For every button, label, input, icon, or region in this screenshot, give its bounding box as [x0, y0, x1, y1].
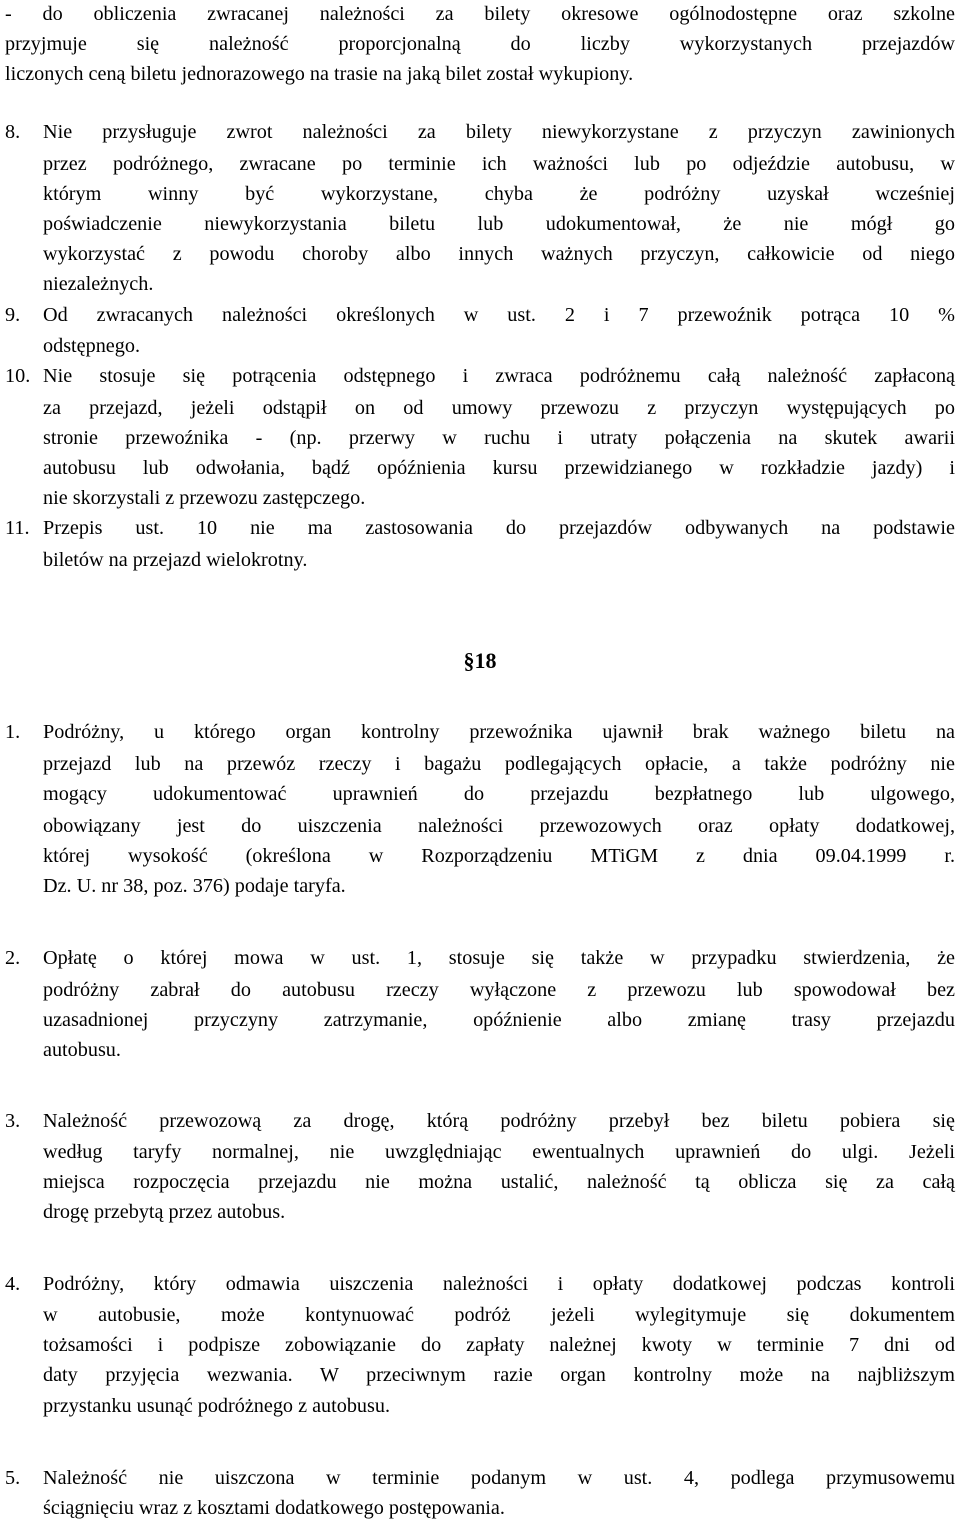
paragraph-line [5, 976, 955, 1004]
paragraph-text: Dz. U. nr 38, poz. 376) podaje taryfa. [43, 875, 346, 897]
paragraph-line [5, 1198, 955, 1226]
paragraph-text: tożsamości i podpisze zobowiązanie do zapłaty należnej kwoty w terminie 7 dni od [43, 1334, 955, 1356]
paragraph-text: niezależnych. [43, 273, 154, 295]
paragraph-text: autobusu. [43, 1039, 121, 1061]
paragraph-text: przystanku usunąć podróżnego z autobusu. [43, 1395, 391, 1417]
paragraph-number: 9. [5, 304, 21, 326]
numbered-paragraph-line [5, 944, 955, 972]
paragraph-number: 3. [5, 1110, 21, 1132]
numbered-paragraph-line [5, 1464, 955, 1492]
paragraph-text: której wysokość (określona w Rozporządzeniu MTiGM z dnia 09.04.1999 r. [43, 845, 955, 867]
paragraph-line [5, 1331, 955, 1359]
paragraph-text: Nie stosuje się potrącenia odstępnego i zwraca podróżnemu całą należność zapłaconą [43, 365, 955, 387]
paragraph-text: miejsca rozpoczęcia przejazdu nie można ustalić, należność tą oblicza się za całą [43, 1171, 955, 1193]
paragraph-text: - do obliczenia zwracanej należności za bilety okresowe ogólnodostępne oraz szkolne [5, 3, 955, 25]
paragraph-text: przejazd lub na przewóz rzeczy i bagażu podlegających opłacie, a także podróżny nie [43, 753, 955, 775]
paragraph-text: Podróżny, który odmawia uiszczenia należności i opłaty dodatkowej podczas kontroli [43, 1273, 955, 1295]
paragraph-line [5, 872, 955, 900]
numbered-paragraph-line [5, 1107, 955, 1135]
numbered-paragraph-line [5, 1270, 955, 1298]
paragraph-number: 2. [5, 947, 21, 969]
paragraph-text: którym winny być wykorzystane, chyba że podróżny uzyskał wcześniej [43, 183, 955, 205]
section-heading: §18 [463, 648, 497, 673]
paragraph-number: 10. [5, 365, 31, 387]
paragraph-text: ściągnięciu wraz z kosztami dodatkowego postępowania. [43, 1497, 505, 1519]
paragraph-text: Należność nie uiszczona w terminie podanym w ust. 4, podlega przymusowemu [43, 1467, 955, 1489]
numbered-paragraph-line [5, 514, 955, 542]
paragraph-line [5, 750, 955, 778]
paragraph-text: wykorzystać z powodu choroby albo innych ważnych przyczyn, całkowicie od niego [43, 243, 955, 265]
paragraph-text: w autobusie, może kontynuować podróż jeżeli wylegitymuje się dokumentem [43, 1304, 955, 1326]
paragraph-line [5, 332, 955, 360]
paragraph-text: obowiązany jest do uiszczenia należności przewozowych oraz opłaty dodatkowej, [43, 815, 955, 837]
paragraph-text: uzasadnionej przyczyny zatrzymanie, opóźnienie albo zmianę trasy przejazdu [43, 1009, 955, 1031]
paragraph-text: przez podróżnego, zwracane po terminie ich ważności lub po odjeździe autobusu, w [43, 153, 955, 175]
paragraph-line [5, 546, 955, 574]
paragraph-number: 4. [5, 1273, 21, 1295]
paragraph-number: 5. [5, 1467, 21, 1489]
paragraph-line [5, 484, 955, 512]
paragraph-line [5, 270, 955, 298]
paragraph-text: stronie przewoźnika - (np. przerwy w ruchu i utraty połączenia na skutek awarii [43, 427, 955, 449]
paragraph-line [5, 842, 955, 870]
paragraph-line [5, 1494, 955, 1522]
numbered-paragraph-line [5, 718, 955, 746]
paragraph-text: Przepis ust. 10 nie ma zastosowania do przejazdów odbywanych na podstawie [43, 517, 955, 539]
paragraph-line [5, 240, 955, 268]
paragraph-line [5, 1392, 955, 1420]
paragraph-text: biletów na przejazd wielokrotny. [43, 549, 308, 571]
paragraph-line [5, 60, 955, 88]
paragraph-line [5, 210, 955, 238]
numbered-paragraph-line [5, 118, 955, 146]
paragraph-line [5, 780, 955, 808]
paragraph-number: 8. [5, 121, 21, 143]
paragraph-text: podróżny zabrał do autobusu rzeczy wyłączone z przewozu lub spowodował bez [43, 979, 955, 1001]
paragraph-line [5, 1036, 955, 1064]
paragraph-line [5, 394, 955, 422]
paragraph-text: daty przyjęcia wezwania. W przeciwnym razie organ kontrolny może na najbliższym [43, 1364, 955, 1386]
paragraph-line [5, 812, 955, 840]
paragraph-number: 1. [5, 721, 21, 743]
paragraph-text: przyjmuje się należność proporcjonalną do liczby wykorzystanych przejazdów [5, 33, 955, 55]
paragraph-text: Opłatę o której mowa w ust. 1, stosuje się także w przypadku stwierdzenia, że [43, 947, 955, 969]
paragraph-text: drogę przebytą przez autobus. [43, 1201, 286, 1223]
paragraph-text: według taryfy normalnej, nie uwzględniając ewentualnych uprawnień do ulgi. Jeżeli [43, 1141, 955, 1163]
paragraph-line [5, 1361, 955, 1389]
paragraph-text: Od zwracanych należności określonych w ust. 2 i 7 przewoźnik potrąca 10 % [43, 304, 955, 326]
paragraph-line [5, 424, 955, 452]
paragraph-text: liczonych ceną biletu jednorazowego na trasie na jaką bilet został wykupiony. [5, 63, 634, 85]
paragraph-text: Podróżny, u którego organ kontrolny przewoźnika ujawnił brak ważnego biletu na [43, 721, 955, 743]
paragraph-line [5, 0, 955, 28]
paragraph-text: odstępnego. [43, 335, 140, 357]
paragraph-text: za przejazd, jeżeli odstąpił on od umowy przewozu z przyczyn występujących po [43, 397, 955, 419]
paragraph-line [5, 1301, 955, 1329]
numbered-paragraph-line [5, 301, 955, 329]
paragraph-line [5, 1006, 955, 1034]
paragraph-line [5, 150, 955, 178]
paragraph-text: nie skorzystali z przewozu zastępczego. [43, 487, 366, 509]
paragraph-text: autobusu lub odwołania, bądź opóźnienia kursu przewidzianego w rozkładzie jazdy) i [43, 457, 955, 479]
paragraph-line [5, 454, 955, 482]
paragraph-line [5, 1138, 955, 1166]
numbered-paragraph-line [5, 362, 955, 390]
paragraph-text: poświadczenie niewykorzystania biletu lub udokumentował, że nie mógł go [43, 213, 955, 235]
paragraph-line [5, 30, 955, 58]
paragraph-line [5, 1168, 955, 1196]
paragraph-text: Należność przewozową za drogę, którą podróżny przebył bez biletu pobiera się [43, 1110, 955, 1132]
paragraph-text: Nie przysługuje zwrot należności za bilety niewykorzystane z przyczyn zawinionych [43, 121, 955, 143]
paragraph-line [5, 180, 955, 208]
paragraph-number: 11. [5, 517, 30, 539]
paragraph-text: mogący udokumentować uprawnień do przejazdu bezpłatnego lub ulgowego, [43, 783, 955, 805]
